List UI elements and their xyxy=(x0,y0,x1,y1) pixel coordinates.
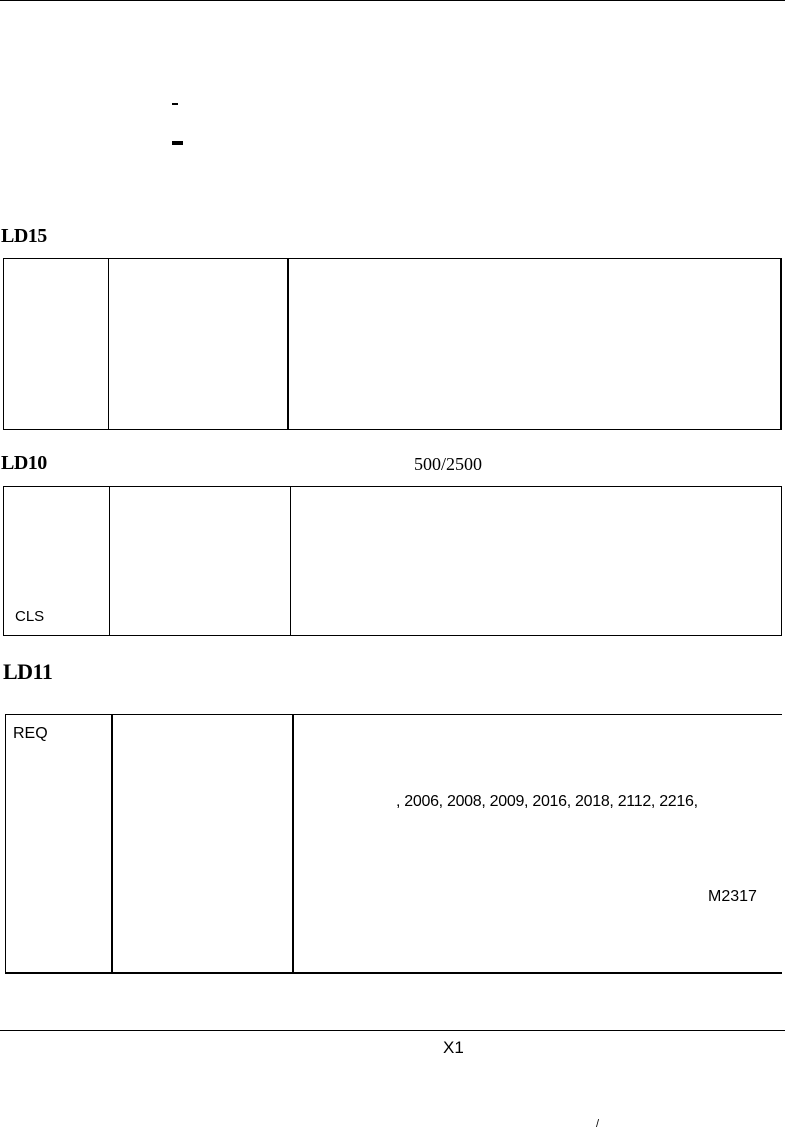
model-label: M2317 xyxy=(708,888,757,905)
table-ld15 xyxy=(3,258,782,430)
table-col-divider xyxy=(292,715,294,972)
footer-rule xyxy=(0,1030,785,1031)
table-col-divider xyxy=(3,259,4,429)
table-col-divider xyxy=(287,259,289,429)
section-heading-ld15: LD15 xyxy=(1,225,47,247)
table-col-divider xyxy=(108,259,109,429)
top-rule xyxy=(0,0,785,1)
margin-mark-small xyxy=(172,103,178,105)
table-ld10 xyxy=(3,486,782,636)
table-col-divider xyxy=(109,487,110,635)
set-type-note: 500/2500 xyxy=(414,454,483,474)
section-heading-ld10: LD10 xyxy=(1,452,47,474)
stray-mark: / xyxy=(596,1118,600,1130)
table-col-divider xyxy=(290,487,291,635)
page-reference xyxy=(443,1039,464,1056)
cell-req: REQ xyxy=(13,725,48,742)
set-models-line: , 2006, 2008, 2009, 2016, 2018, 2112, 2216, xyxy=(396,793,698,810)
section-heading-ld11: LD11 xyxy=(3,659,53,684)
cell-cls: CLS xyxy=(15,608,45,625)
margin-mark-bold xyxy=(172,141,183,145)
table-col-divider xyxy=(111,715,113,972)
page-reference-text: X1 xyxy=(443,1038,464,1057)
table-ld11 xyxy=(5,714,782,974)
